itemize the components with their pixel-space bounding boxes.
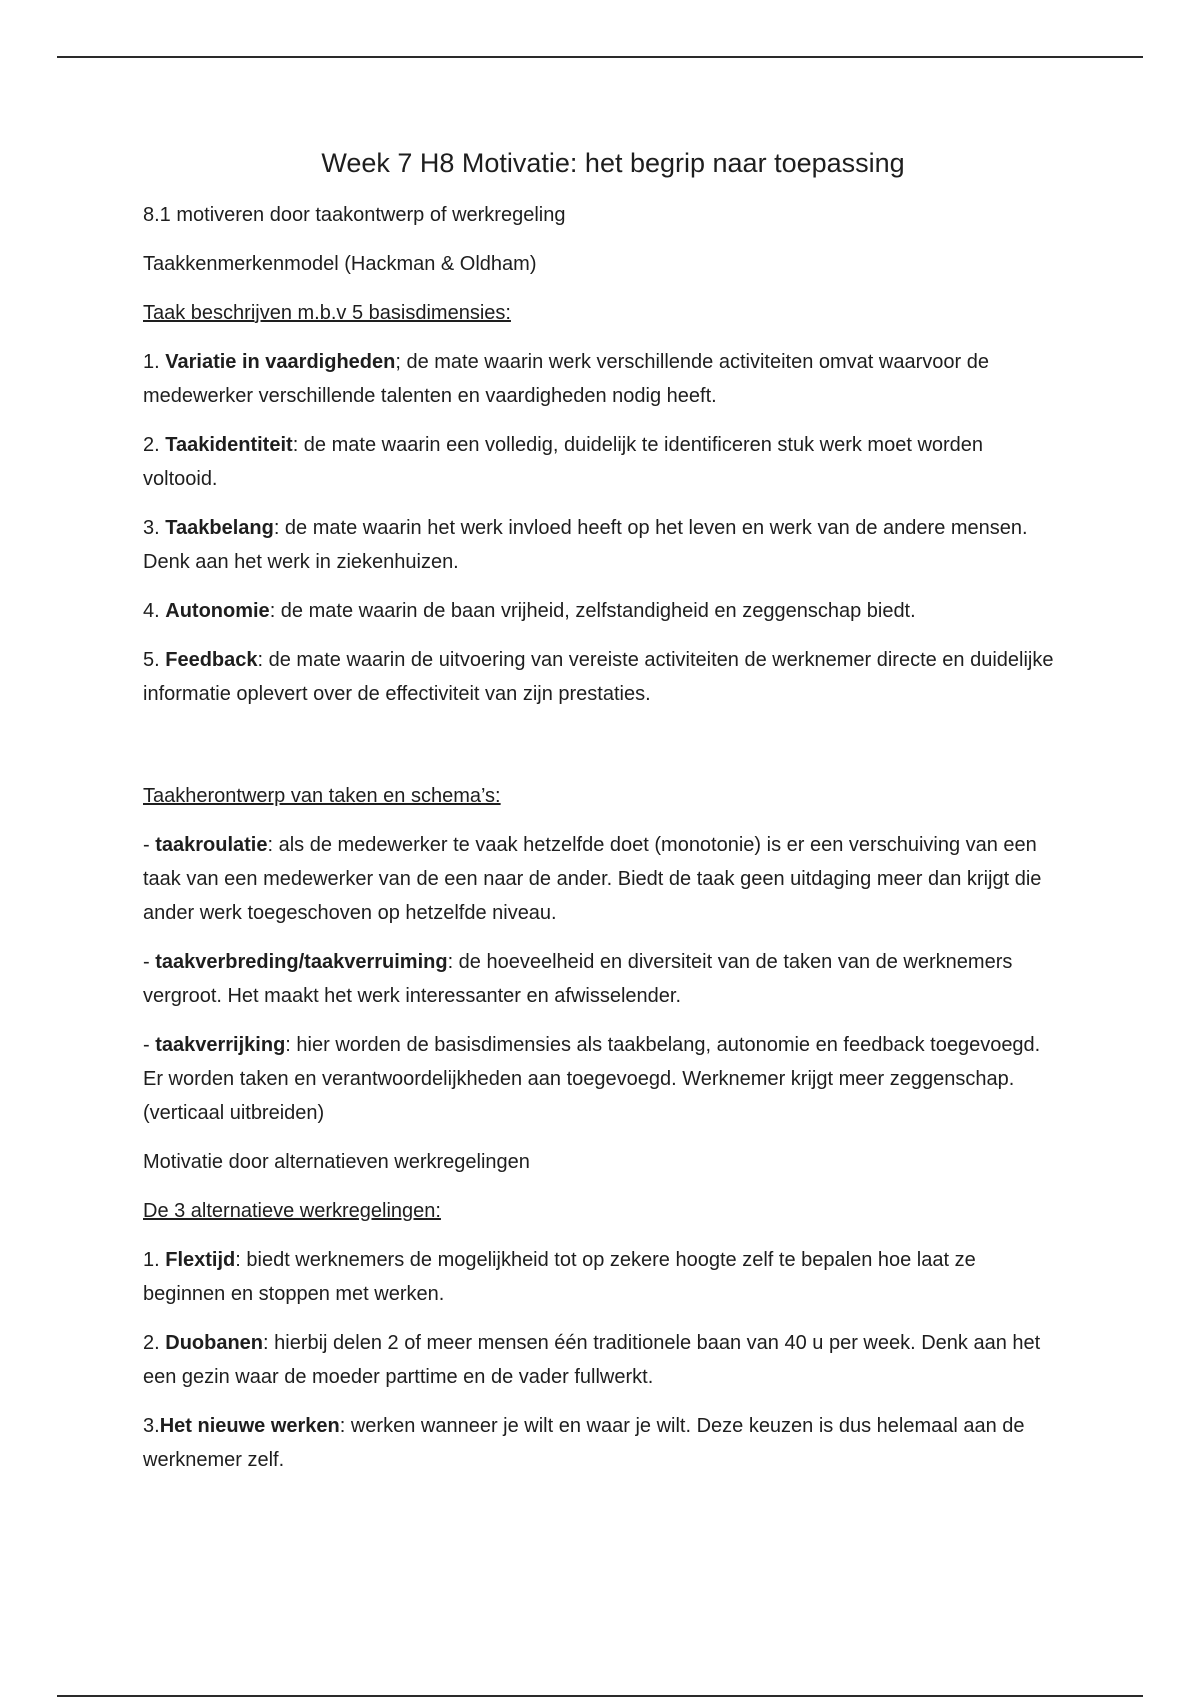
dimension-term: Taakidentiteit xyxy=(165,434,293,456)
section-intro-line: 8.1 motiveren door taakontwerp of werkregeling xyxy=(143,204,566,226)
section-heading-basisdimensies: Taak beschrijven m.b.v 5 basisdimensies: xyxy=(143,302,511,324)
subsection-line: Motivatie door alternatieven werkregelingen xyxy=(143,1151,530,1173)
redesign-item: - taakverbreding/taakverruiming: de hoeveelheid en diversiteit van de taken van de werknemers vergroot. Het maakt het werk interessanter en afwisselender. xyxy=(143,951,1013,1007)
arrangement-item: 2. Duobanen: hierbij delen 2 of meer mensen één traditionele baan van 40 u per week. Denk aan het een gezin waar de moeder parttime en de vader fullwerkt. xyxy=(143,1332,1041,1388)
dimension-item: 5. Feedback: de mate waarin de uitvoering van vereiste activiteiten de werknemer directe en duidelijke informatie oplevert over de effectiviteit van zijn prestaties. xyxy=(143,649,1054,705)
section-heading-taakherontwerp: Taakherontwerp van taken en schema’s: xyxy=(143,785,501,807)
bottom-rule xyxy=(57,1695,1143,1697)
redesign-term: taakroulatie xyxy=(155,834,268,856)
dimension-item: 2. Taakidentiteit: de mate waarin een volledig, duidelijk te identificeren stuk werk moet worden voltooid. xyxy=(143,434,984,490)
dimension-item: 3. Taakbelang: de mate waarin het werk invloed heeft op het leven en werk van de andere mensen. Denk aan het werk in ziekenhuizen. xyxy=(143,517,1028,573)
dimension-term: Taakbelang xyxy=(165,517,274,539)
redesign-item: - taakroulatie: als de medewerker te vaak hetzelfde doet (monotonie) is er een verschuiving van een taak van een medewerker van de een naar de ander. Biedt de taak geen uitdaging meer dan krijgt die ander werk toegeschoven op hetzelfde niveau. xyxy=(143,834,1042,924)
section-heading-werkregelingen: De 3 alternatieve werkregelingen: xyxy=(143,1200,441,1222)
dimension-item: 4. Autonomie: de mate waarin de baan vrijheid, zelfstandigheid en zeggenschap biedt. xyxy=(143,600,916,622)
redesign-item: - taakverrijking: hier worden de basisdimensies als taakbelang, autonomie en feedback toegevoegd. Er worden taken en verantwoordelijkheden aan toegevoegd. Werknemer krijgt meer zeggenschap. (verticaal uitbreiden) xyxy=(143,1034,1041,1124)
arrangement-term: Flextijd xyxy=(165,1249,236,1271)
redesign-term: taakverbreding/taakverruiming xyxy=(155,951,448,973)
arrangement-item: 3.Het nieuwe werken: werken wanneer je wilt en waar je wilt. Deze keuzen is dus helemaal aan de werknemer zelf. xyxy=(143,1415,1025,1471)
document-body xyxy=(143,143,1063,1492)
page-title: Week 7 H8 Motivatie: het begrip naar toepassing xyxy=(321,148,905,178)
section-spacer xyxy=(143,726,1063,779)
dimension-term: Autonomie xyxy=(165,600,270,622)
dimension-term: Variatie in vaardigheden xyxy=(165,351,396,373)
model-name-line: Taakkenmerkenmodel (Hackman & Oldham) xyxy=(143,253,537,275)
top-rule xyxy=(57,56,1143,58)
arrangement-term: Duobanen xyxy=(165,1332,264,1354)
arrangement-item: 1. Flextijd: biedt werknemers de mogelijkheid tot op zekere hoogte zelf te bepalen hoe laat ze beginnen en stoppen met werken. xyxy=(143,1249,976,1305)
dimension-term: Feedback xyxy=(165,649,258,671)
arrangement-term: Het nieuwe werken xyxy=(159,1415,340,1437)
redesign-term: taakverrijking xyxy=(155,1034,286,1056)
dimension-item: 1. Variatie in vaardigheden; de mate waarin werk verschillende activiteiten omvat waarvoor de medewerker verschillende talenten en vaardigheden nodig heeft. xyxy=(143,351,989,407)
